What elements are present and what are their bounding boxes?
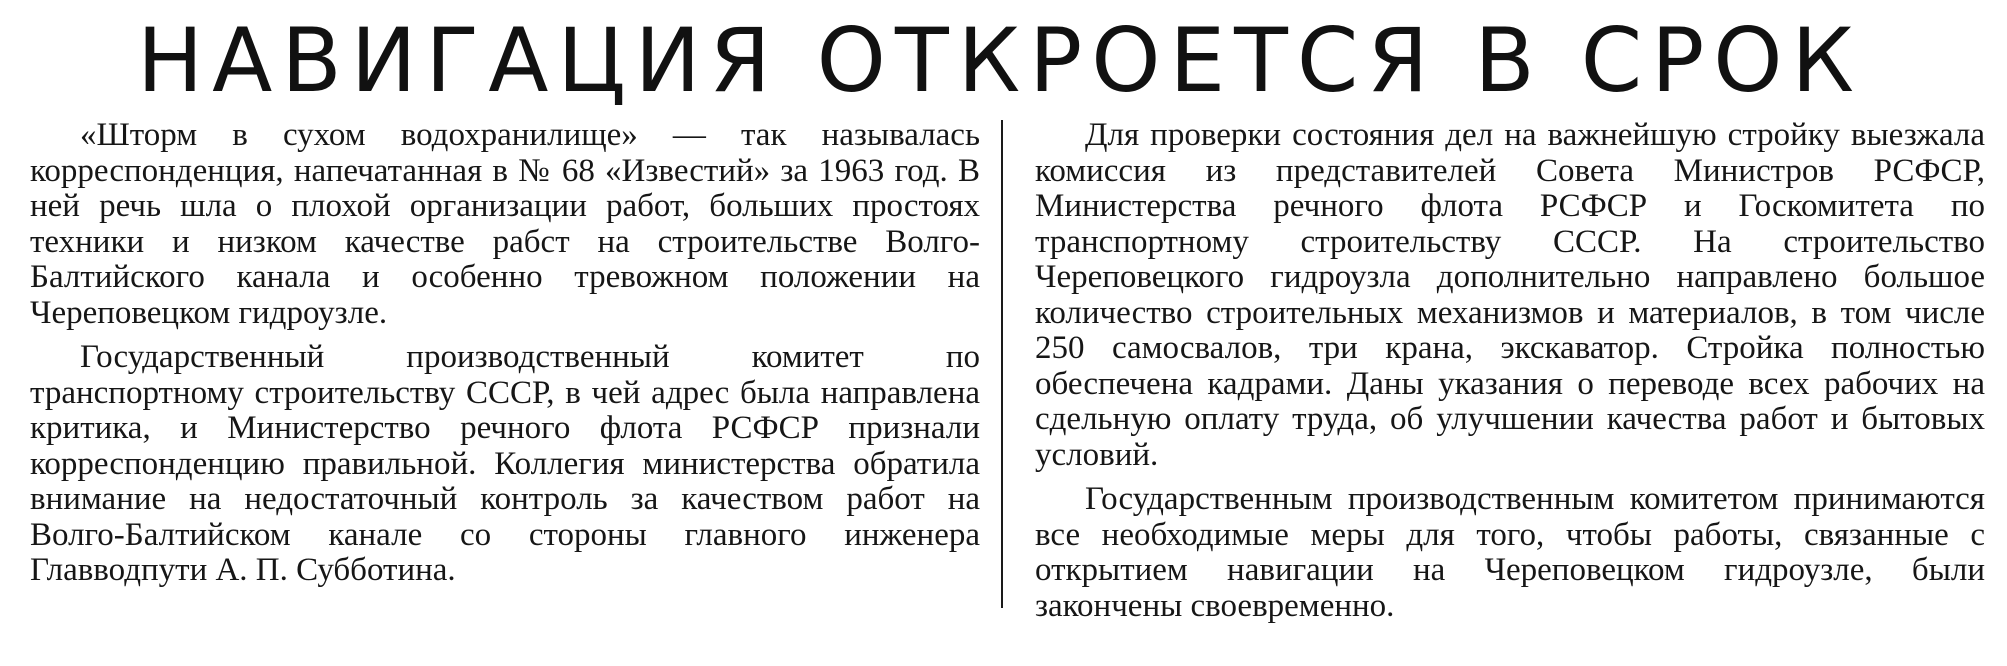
article-headline: НАВИГАЦИЯ ОТКРОЕТСЯ В СРОК: [136, 9, 1864, 112]
left-column: [30, 118, 980, 598]
right-paragraph-2: Государственным производственным комитетом принимаются все необходимые меры для того, чтобы работы, связанные с открытием навигации на Череповецком гидроузле, были закончены своевременно.: [1035, 481, 1985, 624]
right-paragraph-1: Для проверки состояния дел на важнейшую стройку выезжала комиссия из представителей Совета Министров РСФСР, Министерства речного флота РСФСР и Госкомитета по транспортному строительству СССР. На строительство Череповецкого гидроузла дополнительно направлено большое количество строительных механизмов и материалов, в том числе 250 самосвалов, три крана, экскаватор. Стройка полностью обеспечена кадрами. Даны указания о переводе всех рабочих на сдельную оплату труда, об улучшении качества работ и бытовых условий.: [1035, 117, 1985, 473]
left-paragraph-1: «Шторм в сухом водохранилище» — так называлась корреспонденция, напечатанная в № 68 «Известий» за 1963 год. В ней речь шла о плохой организации работ, больших простоях техники и низком качестве рабст на строительстве Волго-Балтийского канала и особенно тревожном положении на Череповецком гидроузле.: [30, 117, 980, 331]
column-divider: [1001, 120, 1003, 608]
right-column: [1035, 118, 1985, 633]
left-paragraph-2: Государственный производственный комитет по транспортному строительству СССР, в чей адрес была направлена критика, и Министерство речного флота РСФСР признали корреспонденцию правильной. Коллегия министерства обратила внимание на недостаточный контроль за качеством работ на Волго-Балтийском канале со стороны главного инженера Главводпути А. П. Субботина.: [30, 339, 980, 588]
